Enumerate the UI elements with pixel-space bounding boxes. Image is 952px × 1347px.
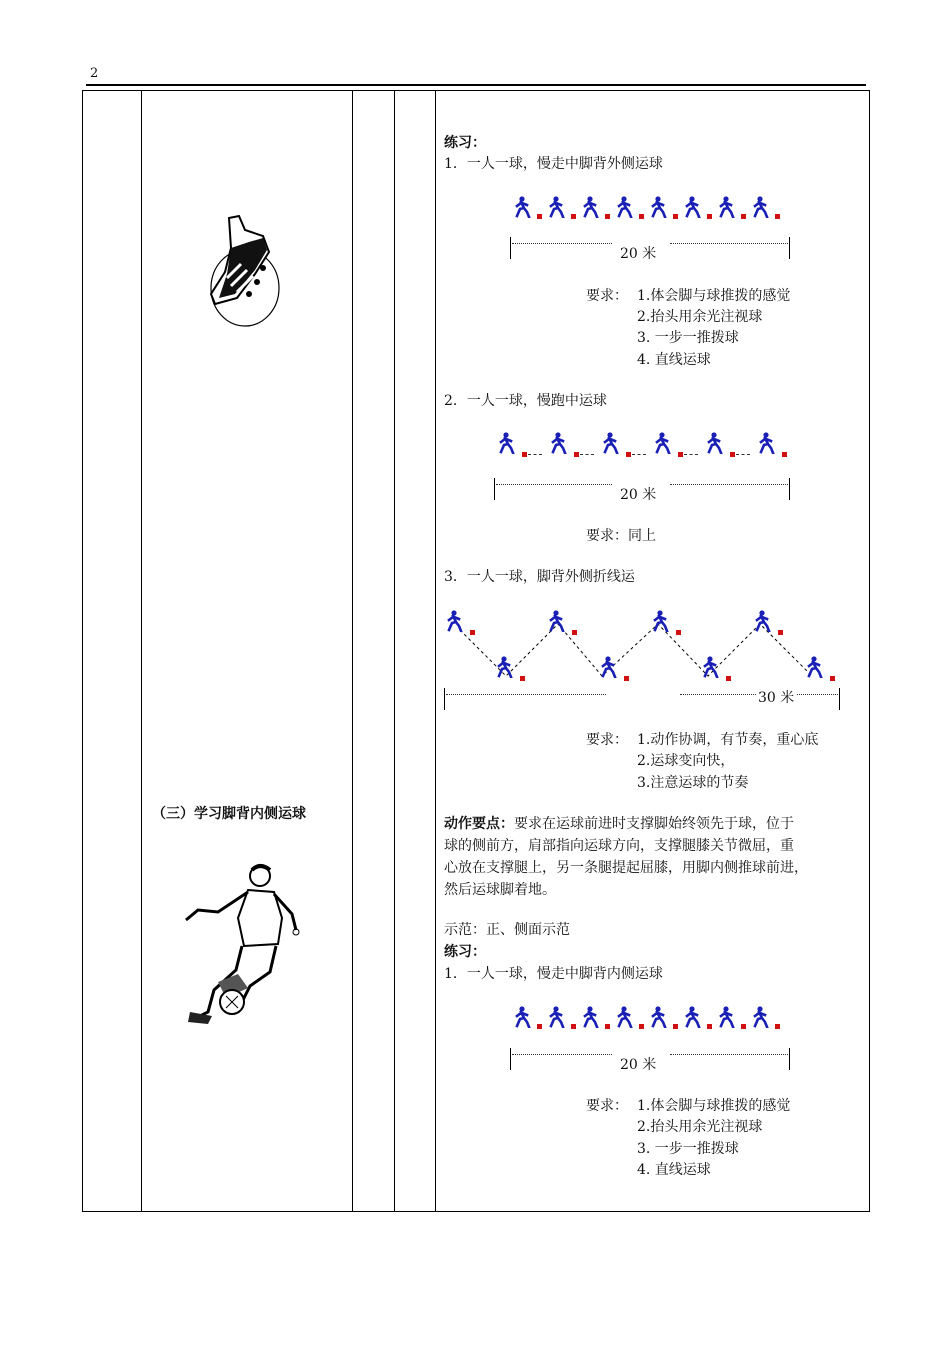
requirement-label: 要求：: [586, 1098, 628, 1114]
requirement-item: 1.体会脚与球推拨的感觉: [637, 288, 791, 304]
key-points-label: 动作要点：: [444, 816, 514, 832]
running-player-icon: [650, 196, 668, 218]
running-player-icon: [548, 1006, 566, 1028]
key-points-line: 心放在支撑腿上，另一条腿提起屈膝，用脚内侧推球前进，: [444, 860, 808, 876]
key-points-line: 要求在运球前进时支撑脚始终领先于球，位于: [514, 816, 794, 832]
ball-marker: [707, 1024, 712, 1029]
running-player-icon: [548, 610, 566, 632]
running-player-icon: [758, 432, 776, 454]
dribble-path: [528, 454, 542, 455]
dribbling-athlete-icon: [178, 862, 328, 1028]
running-player-icon: [702, 656, 720, 678]
key-points-line: 然后运球脚着地。: [444, 882, 556, 898]
requirement-item: 4. 直线运球: [637, 1162, 711, 1178]
running-player-icon: [446, 610, 464, 632]
running-player-icon: [582, 1006, 600, 1028]
running-player-icon: [806, 656, 824, 678]
ball-marker: [830, 676, 835, 681]
running-player-icon: [514, 1006, 532, 1028]
running-player-icon: [602, 432, 620, 454]
drill-title: 1．一人一球，慢走中脚背外侧运球: [444, 156, 663, 172]
requirement-item: 1.动作协调，有节奏，重心底: [637, 732, 819, 748]
requirement-item: 2.抬头用余光注视球: [637, 309, 763, 325]
ball-marker: [605, 214, 610, 219]
ball-marker: [775, 1024, 780, 1029]
column-divider: [394, 91, 395, 1211]
requirement-item: 3. 一步一推拨球: [637, 330, 739, 346]
running-player-icon: [654, 432, 672, 454]
key-points-line: 球的侧前方，肩部指向运球方向，支撑腿膝关节微屈，重: [444, 838, 794, 854]
dribble-path: [684, 454, 698, 455]
running-player-icon: [496, 656, 514, 678]
requirement-text: 要求：同上: [586, 528, 656, 544]
column-divider: [352, 91, 353, 1211]
ball-marker: [778, 630, 783, 635]
page-number: 2: [90, 66, 99, 81]
ball-marker: [673, 214, 678, 219]
ball-marker: [707, 214, 712, 219]
practice-label: 练习：: [444, 135, 486, 151]
running-player-icon: [684, 196, 702, 218]
running-player-icon: [548, 196, 566, 218]
running-player-icon: [650, 1006, 668, 1028]
ball-marker: [775, 214, 780, 219]
football-boot-icon: [205, 212, 285, 328]
distance-label: 20 米: [620, 487, 657, 503]
dribble-path: [580, 454, 594, 455]
requirement-label: 要求：: [586, 732, 628, 748]
ball-marker: [639, 214, 644, 219]
dribble-path: [632, 454, 646, 455]
ball-marker: [522, 452, 527, 457]
running-player-icon: [600, 656, 618, 678]
running-player-icon: [752, 1006, 770, 1028]
drill-title: 2．一人一球，慢跑中运球: [444, 393, 607, 409]
ball-marker: [626, 452, 631, 457]
running-player-icon: [706, 432, 724, 454]
requirement-label: 要求：: [586, 288, 628, 304]
ball-marker: [605, 1024, 610, 1029]
column-divider: [435, 91, 436, 1211]
ball-marker: [673, 1024, 678, 1029]
ball-marker: [537, 214, 542, 219]
running-player-icon: [652, 610, 670, 632]
demo-text: 示范：正、侧面示范: [444, 922, 570, 938]
distance-label: 30 米: [758, 690, 795, 706]
ball-marker: [520, 676, 525, 681]
running-player-icon: [498, 432, 516, 454]
ball-marker: [741, 214, 746, 219]
running-player-icon: [752, 196, 770, 218]
running-player-icon: [616, 1006, 634, 1028]
practice-label: 练习：: [444, 944, 486, 960]
requirement-item: 2.抬头用余光注视球: [637, 1119, 763, 1135]
section-title: （三）学习脚背内侧运球: [152, 806, 306, 822]
ball-marker: [470, 630, 475, 635]
ball-marker: [726, 676, 731, 681]
ball-marker: [572, 630, 577, 635]
ball-marker: [571, 214, 576, 219]
ball-marker: [741, 1024, 746, 1029]
running-player-icon: [514, 196, 532, 218]
ball-marker: [639, 1024, 644, 1029]
header-rule: [86, 84, 866, 86]
ball-marker: [678, 452, 683, 457]
ball-marker: [537, 1024, 542, 1029]
running-player-icon: [550, 432, 568, 454]
running-player-icon: [718, 1006, 736, 1028]
requirement-item: 2.运球变向快，: [637, 753, 735, 769]
requirement-item: 4. 直线运球: [637, 352, 711, 368]
dribble-path: [736, 454, 750, 455]
column-divider: [141, 91, 142, 1211]
key-points: [444, 813, 864, 901]
requirement-item: 3.注意运球的节奏: [637, 775, 749, 791]
requirement-item: 3. 一步一推拨球: [637, 1141, 739, 1157]
ball-marker: [676, 630, 681, 635]
distance-label: 20 米: [620, 246, 657, 262]
ball-marker: [574, 452, 579, 457]
distance-label: 20 米: [620, 1057, 657, 1073]
running-player-icon: [582, 196, 600, 218]
running-player-icon: [616, 196, 634, 218]
ball-marker: [730, 452, 735, 457]
running-player-icon: [718, 196, 736, 218]
requirement-item: 1.体会脚与球推拨的感觉: [637, 1098, 791, 1114]
drill-title: 3．一人一球，脚背外侧折线运: [444, 569, 635, 585]
ball-marker: [782, 452, 787, 457]
running-player-icon: [684, 1006, 702, 1028]
drill-title: 1．一人一球，慢走中脚背内侧运球: [444, 966, 663, 982]
ball-marker: [624, 676, 629, 681]
running-player-icon: [754, 610, 772, 632]
ball-marker: [571, 1024, 576, 1029]
